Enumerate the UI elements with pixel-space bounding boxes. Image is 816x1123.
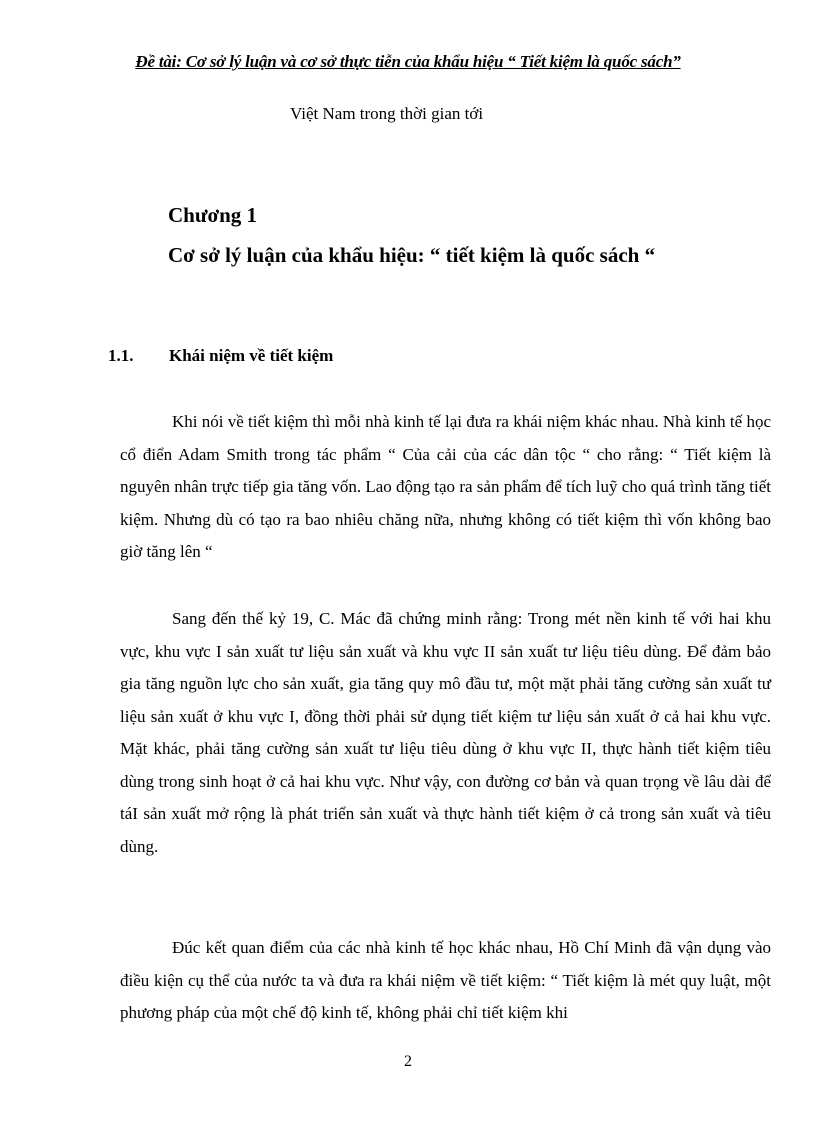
chapter-number: Chương 1	[168, 203, 258, 227]
section-title: Khái niệm về tiết kiệm	[169, 346, 334, 365]
document-header-title: Đề tài: Cơ sở lý luận và cơ sở thực tiễn của khẩu hiệu “ Tiết kiệm là quốc sách”	[135, 52, 681, 71]
paragraph-text: Khi nói về tiết kiệm thì mỗi nhà kinh tế lại đưa ra khái niệm khác nhau. Nhà kinh tế học cổ điển Adam Smith trong tác phẩm “ Của cải của các dân tộc “ cho rằng: “ Tiết kiệm là nguyên nhân trực tiếp gia tăng vốn. Lao động tạo ra sản phẩm để tích luỹ cho quá trình tăng tiết kiệm. Nhưng dù có tạo ra bao nhiêu chăng nữa, nhưng không có tiết kiệm thì vốn không bao giờ tăng lên “	[120, 412, 771, 561]
page-number: 2	[404, 1053, 412, 1070]
paragraph-1	[120, 406, 771, 569]
document-header-subtitle: Việt Nam trong thời gian tới	[290, 104, 484, 123]
paragraph-3	[120, 932, 771, 1030]
paragraph-text: Sang đến thế kỷ 19, C. Mác đã chứng minh rằng: Trong mét nền kinh tế với hai khu vực, khu vực I sản xuất tư liệu sản xuất và khu vực II sản xuất tư liệu tiêu dùng. Để đảm bảo gia tăng nguồn lực cho sản xuất, gia tăng quy mô đầu tư, một mặt phải tăng cường sản xuất tư liệu sản xuất ở khu vực I, đồng thời phải sử dụng tiết kiệm tư liệu sản xuất ở cả hai khu vực. Mặt khác, phải tăng cường sản xuất tư liệu tiêu dùng ở khu vực II, thực hành tiết kiệm tiêu dùng trong sinh hoạt ở cả hai khu vực. Như vậy, con đường cơ bản và quan trọng về lâu dài để táI sản xuất mở rộng là phát triển sản xuất và thực hành tiết kiệm ở cả trong sản xuất và tiêu dùng.	[120, 609, 771, 856]
section-heading	[108, 346, 333, 366]
chapter-title: Cơ sở lý luận của khẩu hiệu: “ tiết kiệm là quốc sách “	[168, 243, 656, 267]
paragraph-2	[120, 603, 771, 863]
section-number: 1.1.	[108, 346, 134, 365]
paragraph-text: Đúc kết quan điểm của các nhà kinh tế học khác nhau, Hồ Chí Minh đã vận dụng vào điều kiện cụ thể của nước ta và đưa ra khái niệm về tiết kiệm: “ Tiết kiệm là mét quy luật, một phương pháp của một chế độ kinh tế, không phải chỉ tiết kiệm khi	[120, 938, 771, 1022]
